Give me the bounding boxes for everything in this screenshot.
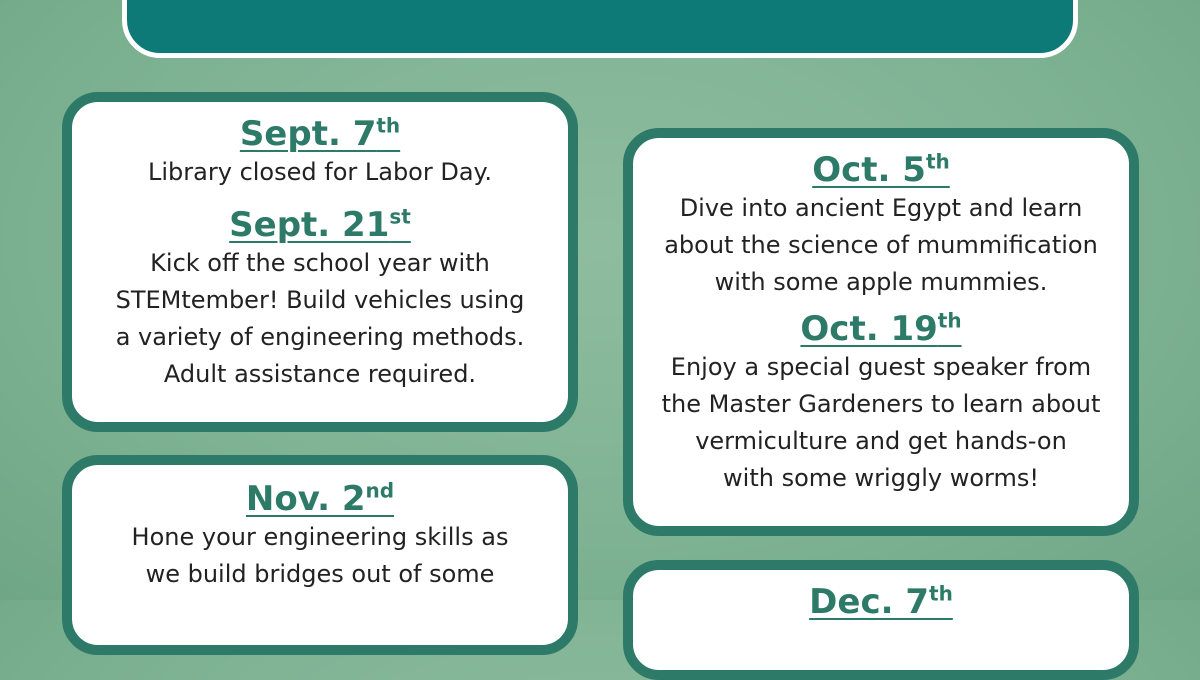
- event-oct-19: [633, 309, 1129, 497]
- event-card-december: [623, 560, 1139, 680]
- event-date: Oct. 5th: [812, 149, 950, 190]
- event-card-october: [623, 128, 1139, 536]
- event-sept-21: [72, 205, 568, 393]
- event-description: Enjoy a special guest speaker from: [670, 353, 1092, 381]
- event-sept-7: [72, 114, 568, 191]
- event-description: Adult assistance required.: [163, 360, 477, 388]
- event-date: Oct. 19th: [800, 308, 962, 349]
- event-dec-7: [633, 582, 1129, 622]
- event-description: Dive into ancient Egypt and learn: [679, 194, 1083, 222]
- event-description: a variety of engineering methods.: [115, 323, 525, 351]
- event-description: STEMtember! Build vehicles using: [115, 286, 525, 314]
- event-description: the Master Gardeners to learn about: [661, 390, 1101, 418]
- event-oct-5: [633, 150, 1129, 301]
- event-description: with some apple mummies.: [714, 268, 1048, 296]
- event-date: Dec. 7th: [809, 581, 953, 622]
- event-date: Sept. 7th: [239, 113, 401, 154]
- event-description: about the science of mummification: [664, 231, 1098, 259]
- event-description: Library closed for Labor Day.: [148, 158, 492, 186]
- event-description: with some wriggly worms!: [723, 464, 1039, 492]
- event-description: we build bridges out of some: [145, 560, 495, 588]
- event-description: Hone your engineering skills as: [131, 523, 509, 551]
- event-description: Kick off the school year with: [150, 249, 490, 277]
- event-nov-2: [72, 479, 568, 593]
- event-date: Sept. 21st: [229, 204, 411, 245]
- intro-banner: [122, 0, 1078, 58]
- event-description: vermiculture and get hands-on: [695, 427, 1067, 455]
- event-card-november: [62, 455, 578, 655]
- event-date: Nov. 2nd: [245, 478, 395, 519]
- event-card-september: [62, 92, 578, 432]
